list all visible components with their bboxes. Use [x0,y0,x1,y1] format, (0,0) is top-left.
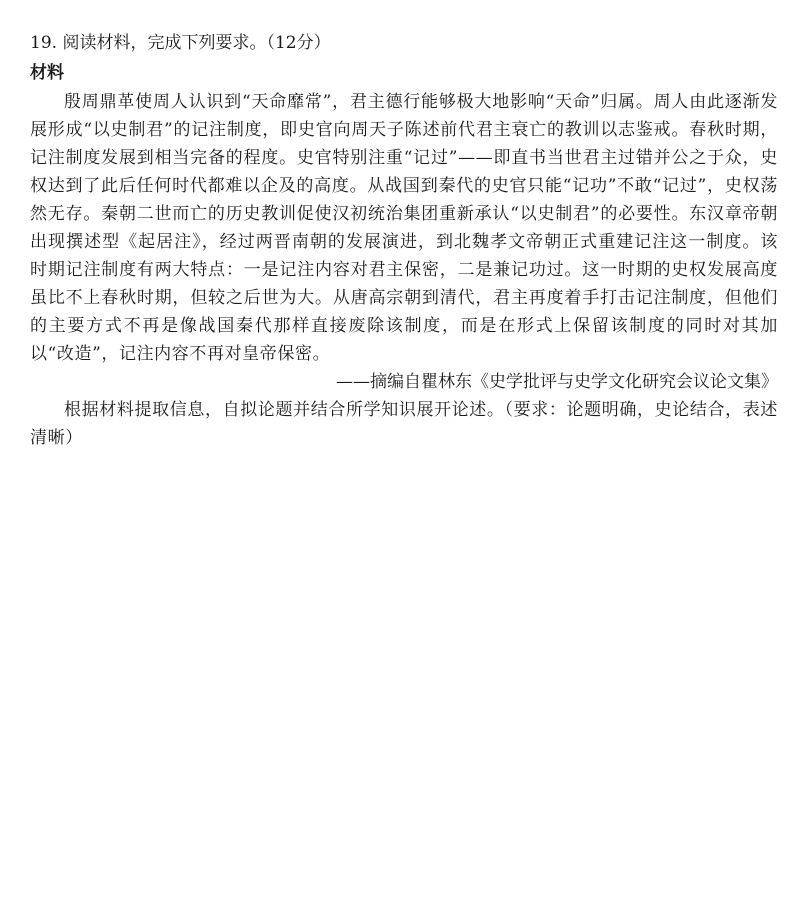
question-header: 19. 阅读材料，完成下列要求。（12分） [30,33,331,53]
exam-page [30,28,778,452]
source-citation: ——摘编自瞿林东《史学批评与史学文化研究会议论文集》 [336,372,778,392]
material-paragraph: 殷周鼎革使周人认识到“天命靡常”，君主德行能够极大地影响“天命”归属。周人由此逐渐发展形成“以史制君”的记注制度，即史官向周天子陈述前代君主衰亡的教训以志鉴戒。春秋时期，记注制度发展到相当完备的程度。史官特别注重“记过”——即直书当世君主过错并公之于众，史权达到了此后任何时代都难以企及的高度。从战国到秦代的史官只能“记功”不敢“记过”，史权荡然无存。秦朝二世而亡的历史教训促使汉初统治集团重新承认“以史制君”的必要性。东汉章帝朝出现撰述型《起居注》，经过两晋南朝的发展演进，到北魏孝文帝朝正式重建记注这一制度。该时期记注制度有两大特点：一是记注内容对君主保密，二是兼记功过。这一时期的史权发展高度虽比不上春秋时期，但较之后世为大。从唐高宗朝到清代，君主再度着手打击记注制度，但他们的主要方式不再是像战国秦代那样直接废除该制度，而是在形式上保留该制度的同时对其加以“改造”，记注内容不再对皇帝保密。 [30,92,778,364]
material-label: 材料 [30,63,64,83]
task-instruction: 根据材料提取信息，自拟论题并结合所学知识展开论述。（要求：论题明确，史论结合，表述清晰） [30,400,778,448]
